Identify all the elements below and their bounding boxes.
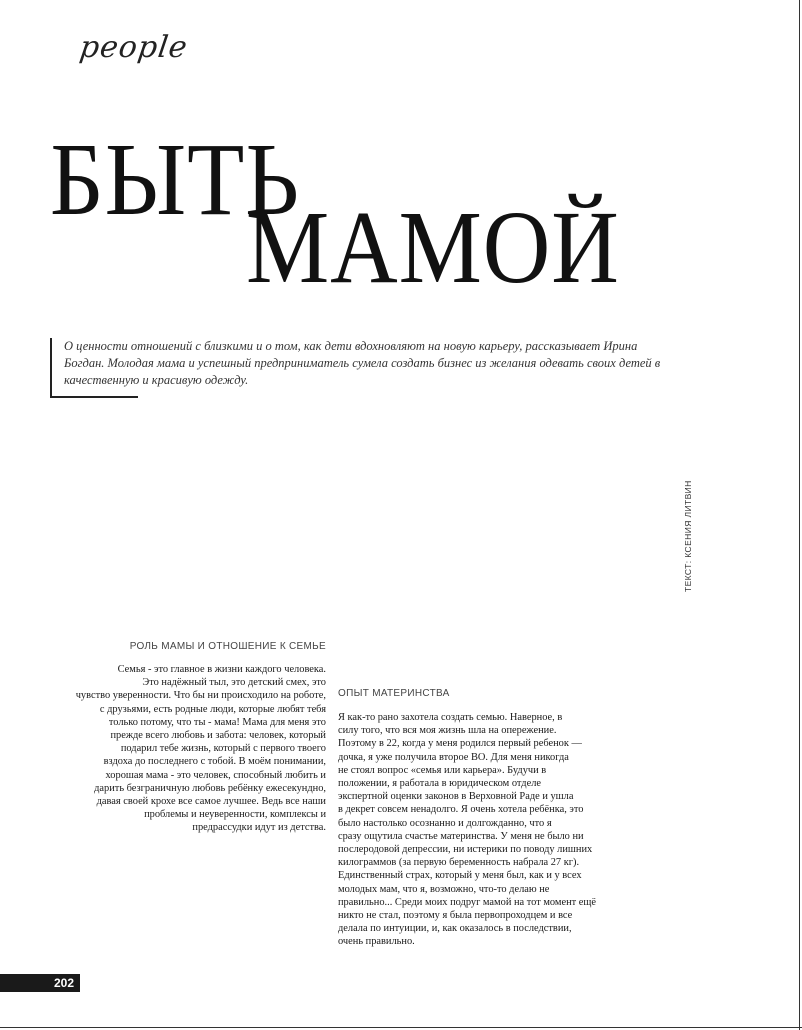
body-line: с друзьями, есть родные люди, которые любят тебя	[99, 703, 326, 715]
body-line: килограммов (за первую беременность набрала 27 кг).	[338, 857, 580, 869]
article-title-line-1: БЫТЬ	[50, 122, 300, 237]
body-line: подарил тебе жизнь, который с первого твоего	[120, 743, 326, 755]
body-line: экспертной оценки законов в Верховной Раде и ушла	[338, 791, 574, 803]
body-line: вздоха до последнего с тобой. В моём понимании,	[103, 756, 326, 768]
byline: ТЕКСТ: КСЕНИЯ ЛИТВИН	[683, 480, 693, 592]
body-line: было настолько осознанно и долгожданно, что я	[338, 817, 552, 829]
body-line: Поэтому в 22, когда у меня родился первый ребенок —	[338, 738, 582, 750]
body-line: молодых мам, что я, возможно, что-то делаю не	[338, 883, 550, 895]
left-column-heading: РОЛЬ МАМЫ И ОТНОШЕНИЕ К СЕМЬЕ	[129, 641, 326, 652]
lead-block	[50, 338, 670, 398]
body-line: правильно... Среди моих подруг мамой на тот момент ещё	[338, 896, 597, 908]
body-line: очень правильно.	[338, 936, 415, 948]
page-edge-rule-right	[799, 0, 800, 1030]
body-line: в декрет совсем ненадолго. Я очень хотела ребёнка, это	[338, 804, 584, 816]
body-line: никто не стал, поэтому я была первопроходцем и все	[338, 910, 573, 922]
body-line: Единственный страх, который у меня был, как и у всех	[338, 870, 582, 882]
body-line: послеродовой депрессии, ни истерики по поводу лишних	[338, 844, 593, 856]
body-line: дарить безграничную любовь ребёнку ежесекундно,	[94, 782, 326, 794]
section-tag: people	[77, 30, 191, 65]
page-number-tab	[0, 974, 80, 992]
right-column-heading: ОПЫТ МАТЕРИНСТВА	[338, 688, 450, 699]
body-line: только потому, что ты - мама! Мама для меня это	[108, 716, 326, 728]
body-line: не стоял вопрос «семья или карьера». Будучи в	[338, 764, 547, 776]
page-number: 202	[53, 976, 74, 990]
body-line: делала по интуиции, и, как оказалось в последствии,	[338, 923, 572, 935]
body-line: прежде всего любовь и забота: человек, который	[110, 730, 326, 742]
body-line: проблемы и неуверенности, комплексы и	[144, 809, 326, 821]
left-column-body	[50, 663, 326, 835]
page-edge-rule-bottom	[0, 1027, 802, 1028]
lead-vertical-rule	[50, 338, 52, 398]
lead-paragraph: О ценности отношений с близкими и о том, как дети вдохновляют на новую карьеру, рассказывает Ирина Богдан. Молодая мама и успешный предприниматель сумела создать бизнес из желания одевать своих детей в качественную и красивую одежду.	[64, 339, 661, 387]
article-title-line-2: МАМОЙ	[246, 190, 620, 305]
body-line: Семья - это главное в жизни каждого человека.	[117, 664, 326, 675]
body-line: Я как-то рано захотела создать семью. Наверное, в	[338, 712, 563, 723]
right-column-body	[338, 711, 600, 949]
body-line: хорошая мама - это человек, способный любить и	[105, 769, 326, 781]
body-line: предрассудки идут из детства.	[192, 822, 326, 834]
body-line: дочка, я уже получила второе ВО. Для меня никогда	[338, 751, 569, 763]
body-line: сразу ощутила счастье материнства. У меня не было ни	[338, 830, 584, 842]
body-line: положении, я работала в юридическом отделе	[338, 778, 541, 790]
body-line: давая своей крохе все самое лучшее. Ведь все наши	[96, 796, 326, 808]
lead-horizontal-rule	[50, 396, 138, 398]
body-line: силу того, что вся моя жизнь шла на опережение.	[338, 725, 557, 737]
body-line: Это надёжный тыл, это детский смех, это	[142, 677, 326, 689]
body-line: чувство уверенности. Что бы ни происходило на роботе,	[75, 690, 326, 702]
